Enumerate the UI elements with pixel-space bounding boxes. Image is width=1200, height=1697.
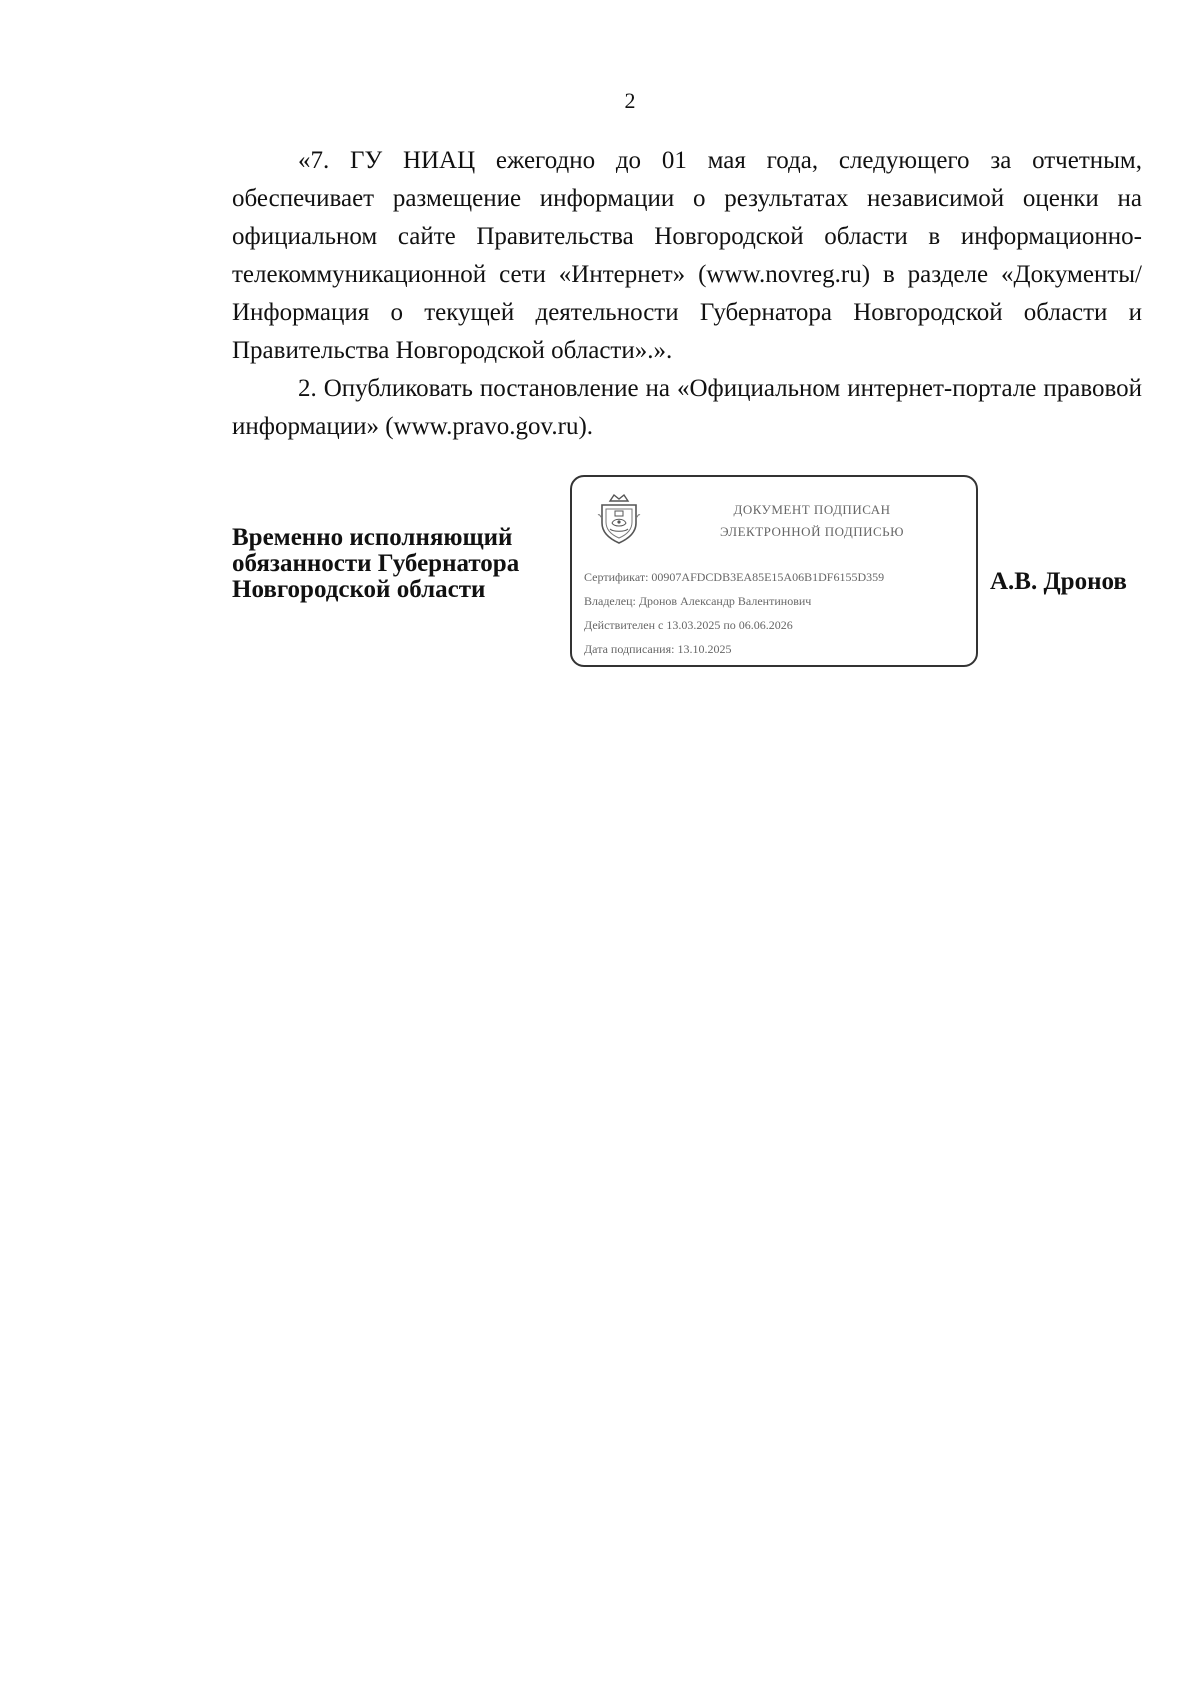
signatory-position-line: обязанности Губернатора bbox=[232, 550, 520, 577]
signatory-name: А.В. Дронов bbox=[990, 568, 1127, 595]
stamp-owner: Владелец: Дронов Александр Валентинович bbox=[584, 594, 812, 608]
signatory-position-line: Новгородской области bbox=[232, 576, 486, 603]
stamp-validity: Действителен с 13.03.2025 по 06.06.2026 bbox=[584, 618, 793, 632]
stamp-title-line: ЭЛЕКТРОННОЙ ПОДПИСЬЮ bbox=[720, 524, 904, 539]
stamp-title-line: ДОКУМЕНТ ПОДПИСАН bbox=[733, 502, 891, 517]
stamp-details bbox=[584, 565, 884, 661]
stamp-certificate: Сертификат: 00907AFDCDB3EA85E15A06B1DF6155D359 bbox=[584, 570, 885, 584]
coat-of-arms-icon bbox=[596, 493, 642, 545]
electronic-signature-stamp bbox=[570, 475, 978, 667]
paragraph-item-7: «7. ГУ НИАЦ ежегодно до 01 мая года, следующего за отчетным, обеспечивает размещение информации о результатах независимой оценки на официальном сайте Правительства Новгородской области в информационно-телекоммуникационной сети «Интернет» (www.novreg.ru) в разделе «Документы/Информация о текущей деятельности Губернатора Новгородской области и Правительства Новгородской области».». bbox=[232, 147, 1142, 364]
signatory-position-line: Временно исполняющий bbox=[232, 524, 513, 551]
page-number: 2 bbox=[624, 88, 636, 113]
signatory-position bbox=[232, 525, 519, 603]
stamp-signing-date: Дата подписания: 13.10.2025 bbox=[584, 642, 732, 656]
body-text bbox=[232, 142, 1142, 446]
paragraph-publish: 2. Опубликовать постановление на «Официальном интернет-портале правовой информации» (www.pravo.gov.ru). bbox=[232, 375, 1142, 440]
stamp-title bbox=[672, 499, 952, 543]
